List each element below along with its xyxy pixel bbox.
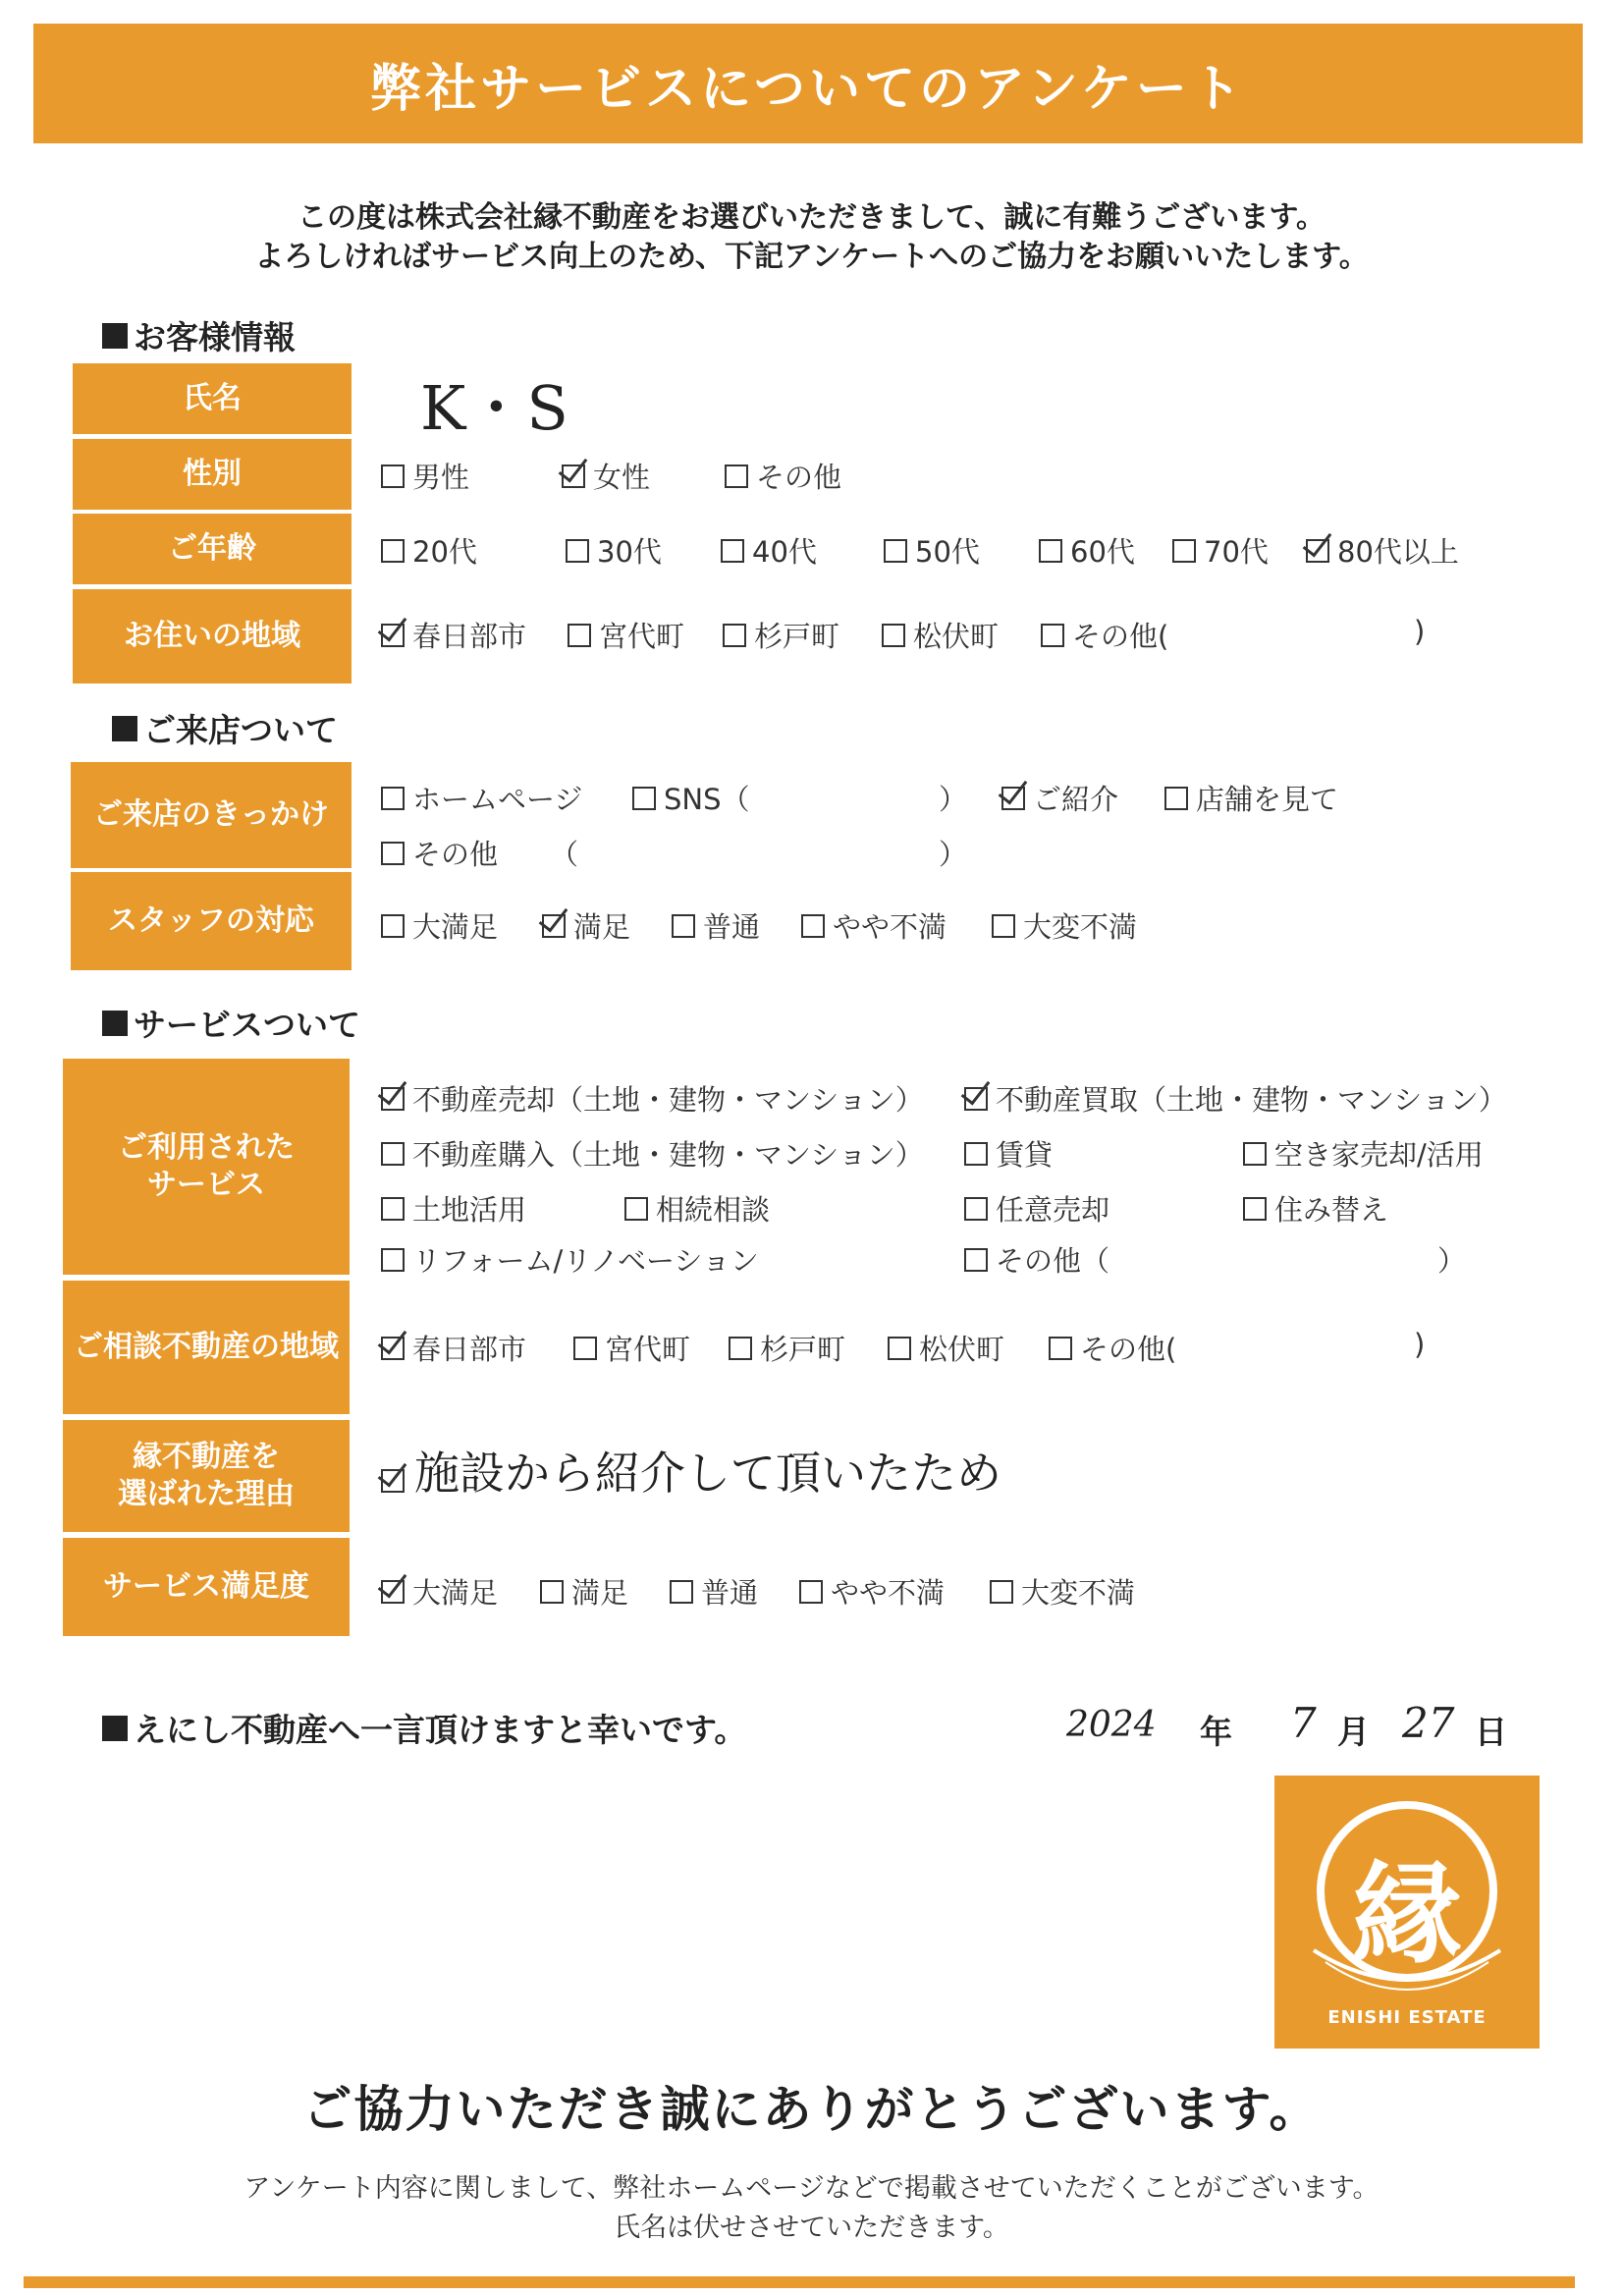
label-reason: 縁不動産を 選ばれた理由 (63, 1420, 350, 1532)
option-label: 不動産売却（土地・建物・マンション） (412, 1083, 924, 1117)
checkbox[interactable] (964, 1087, 988, 1111)
option-item[interactable] (381, 1571, 498, 1612)
label-visit-trigger: ご来店のきっかけ (71, 762, 352, 868)
option-item[interactable] (381, 905, 498, 946)
checkbox[interactable] (964, 1142, 988, 1166)
option-label: 40代 (752, 535, 817, 569)
option-item[interactable] (990, 1571, 1135, 1612)
checkbox[interactable] (723, 624, 746, 647)
checkbox[interactable] (670, 1580, 693, 1604)
option-item[interactable] (888, 1328, 1004, 1368)
footer-bar (24, 2276, 1575, 2288)
region-other-close: ) (1414, 1328, 1426, 1361)
label-used-service: ご利用された サービス (63, 1059, 350, 1275)
page-title: 弊社サービスについてのアンケート (370, 59, 1246, 119)
checkbox[interactable] (381, 1337, 405, 1360)
label-age: ご年齢 (73, 514, 352, 584)
section-marker-icon (112, 716, 137, 741)
option-label: リフォーム/リノベーション (412, 1244, 759, 1278)
trigger-other-close: ） (939, 838, 968, 871)
option-label: 相続相談 (656, 1193, 771, 1227)
option-label: 任意売却 (996, 1193, 1110, 1227)
option-label: その他 (756, 461, 842, 494)
label-area: お住いの地域 (73, 589, 352, 683)
label-name: 氏名 (73, 363, 352, 434)
option-item[interactable] (381, 778, 582, 818)
checkbox[interactable] (632, 787, 656, 810)
thanks-message: ご協力いただき誠にありがとうございます。 (302, 2081, 1321, 2138)
section-marker-icon (102, 1011, 128, 1036)
checkbox[interactable] (729, 1337, 752, 1360)
option-item[interactable] (1049, 1328, 1176, 1368)
option-item[interactable] (723, 615, 839, 655)
option-item[interactable] (566, 530, 662, 571)
option-item[interactable] (1039, 530, 1135, 571)
option-label: その他( (1072, 620, 1169, 653)
checkbox[interactable] (1243, 1197, 1267, 1221)
checkbox[interactable] (1243, 1142, 1267, 1166)
checkbox[interactable] (381, 465, 405, 488)
option-label: ホームページ (412, 783, 583, 816)
checkbox[interactable] (725, 465, 748, 488)
section-customer-title: お客様情報 (134, 318, 296, 356)
checkbox[interactable] (381, 1087, 405, 1111)
checkbox[interactable] (799, 1580, 823, 1604)
option-label: その他（ (996, 1244, 1110, 1278)
option-item[interactable] (624, 1188, 770, 1229)
reason-checkbox-wrap[interactable] (381, 1469, 412, 1493)
date-year-unit: 年 (1200, 1713, 1232, 1751)
checkbox[interactable] (1041, 624, 1064, 647)
option-item[interactable] (721, 530, 817, 571)
option-item[interactable] (1243, 1188, 1388, 1229)
checkbox[interactable] (801, 914, 825, 938)
option-label: 男性 (412, 461, 470, 494)
option-label: 宮代町 (605, 1333, 691, 1366)
option-item[interactable] (729, 1328, 845, 1368)
date-day-value: 27 (1402, 1699, 1455, 1747)
option-label: ご紹介 (1033, 783, 1119, 816)
option-label: 大変不満 (1021, 1576, 1136, 1610)
option-label: 30代 (597, 535, 662, 569)
option-label: 春日部市 (412, 620, 527, 653)
checkbox[interactable] (1001, 787, 1025, 810)
option-label: やや不満 (833, 910, 947, 944)
checkbox[interactable] (381, 539, 405, 563)
option-label: その他( (1080, 1333, 1177, 1366)
option-item[interactable] (964, 1188, 1109, 1229)
option-item[interactable] (1243, 1133, 1484, 1174)
option-label: 宮代町 (599, 620, 685, 653)
comment-title: えにし不動産へ一言頂けますと幸いです。 (134, 1711, 747, 1749)
option-label: 不動産購入（土地・建物・マンション） (412, 1138, 924, 1172)
option-label: 大満足 (412, 910, 499, 944)
checkbox[interactable] (888, 1337, 911, 1360)
option-item[interactable] (882, 615, 999, 655)
option-label: 不動産買取（土地・建物・マンション） (996, 1083, 1507, 1117)
option-item[interactable] (1306, 530, 1459, 571)
checkbox[interactable] (1039, 539, 1062, 563)
option-item[interactable] (799, 1571, 945, 1612)
section-customer (102, 312, 296, 358)
option-item[interactable] (632, 778, 750, 818)
option-label: 50代 (915, 535, 980, 569)
option-label: 杉戸町 (760, 1333, 846, 1366)
option-label: 女性 (593, 461, 651, 494)
intro-line-1: この度は株式会社縁不動産をお選びいただきまして、誠に有難うございます。 (298, 200, 1325, 235)
option-label: 松伏町 (919, 1333, 1005, 1366)
option-item[interactable] (1172, 530, 1269, 571)
checkbox[interactable] (562, 465, 585, 488)
company-logo (1274, 1776, 1540, 2049)
label-gender: 性別 (73, 439, 352, 510)
section-marker-icon (102, 323, 128, 349)
header-banner (33, 24, 1583, 143)
checkbox[interactable] (381, 624, 405, 647)
checkbox[interactable] (964, 1248, 988, 1272)
date-year-value: 2024 (1066, 1705, 1157, 1745)
date-month-unit: 月 (1337, 1713, 1370, 1751)
option-label: やや不満 (831, 1576, 946, 1610)
used-other-close: ） (1437, 1244, 1467, 1278)
option-label: 普通 (701, 1576, 759, 1610)
option-label: 杉戸町 (754, 620, 840, 653)
option-item[interactable] (381, 1328, 526, 1368)
option-label: 満足 (573, 910, 631, 944)
logo-text: ENISHI ESTATE (1327, 2007, 1487, 2028)
option-label: その他 (412, 838, 499, 871)
section-comment (102, 1705, 746, 1751)
checkbox[interactable] (566, 539, 589, 563)
checkbox[interactable] (381, 842, 405, 865)
label-region: ご相談不動産の地域 (63, 1281, 350, 1414)
checkbox[interactable] (381, 1469, 405, 1493)
option-item[interactable] (884, 530, 980, 571)
section-visit (112, 705, 338, 751)
option-item[interactable] (562, 456, 650, 496)
checkbox[interactable] (381, 1197, 405, 1221)
option-item[interactable] (573, 1328, 690, 1368)
checkbox[interactable] (882, 624, 905, 647)
checkbox[interactable] (568, 624, 591, 647)
option-label: 空き家売却/活用 (1274, 1138, 1484, 1172)
checkbox[interactable] (990, 1580, 1013, 1604)
option-item[interactable] (381, 1239, 759, 1280)
label-staff: スタッフの対応 (71, 872, 352, 970)
footer-note-1: アンケート内容に関しまして、弊社ホームページなどで掲載させていただくことがございます。 (243, 2173, 1380, 2204)
option-item[interactable] (381, 530, 477, 571)
date-month-value: 7 (1290, 1699, 1317, 1747)
option-item[interactable] (1001, 778, 1118, 818)
option-label: 満足 (571, 1576, 629, 1610)
intro-line-2: よろしければサービス向上のため、下記アンケートへのご協力をお願いいたします。 (254, 240, 1369, 274)
checkbox[interactable] (381, 787, 405, 810)
option-item[interactable] (381, 456, 469, 496)
option-item[interactable] (568, 615, 684, 655)
option-item[interactable] (381, 615, 526, 655)
option-label: 松伏町 (913, 620, 1000, 653)
checkbox[interactable] (672, 914, 695, 938)
option-item[interactable] (725, 456, 841, 496)
option-item[interactable] (672, 905, 760, 946)
checkbox[interactable] (992, 914, 1015, 938)
option-item[interactable] (964, 1239, 1109, 1280)
checkbox[interactable] (381, 1248, 405, 1272)
option-item[interactable] (381, 1133, 924, 1174)
checkbox[interactable] (884, 539, 907, 563)
reason-value: 施設から紹介して頂いたため (414, 1447, 1001, 1500)
option-label: 賃貸 (996, 1138, 1054, 1172)
option-label: 大変不満 (1023, 910, 1138, 944)
option-label: SNS（ (664, 783, 750, 816)
checkbox[interactable] (381, 914, 405, 938)
option-label: 普通 (703, 910, 761, 944)
checkbox[interactable] (1306, 539, 1329, 563)
option-label: 80代以上 (1337, 535, 1459, 569)
checkbox[interactable] (542, 914, 566, 938)
checkbox[interactable] (1049, 1337, 1072, 1360)
option-label: 70代 (1204, 535, 1269, 569)
checkbox[interactable] (1164, 787, 1188, 810)
section-marker-icon (102, 1716, 128, 1741)
logo-glyph: 縁 (1352, 1851, 1462, 1979)
option-item[interactable] (992, 905, 1137, 946)
checkbox[interactable] (573, 1337, 597, 1360)
footer-note-2: 氏名は伏せさせていただきます。 (614, 2213, 1009, 2243)
checkbox[interactable] (721, 539, 744, 563)
trigger-other-open: （ (550, 838, 579, 871)
section-visit-title: ご来店ついて (143, 711, 338, 749)
label-satisfaction: サービス満足度 (63, 1538, 350, 1636)
option-item[interactable] (670, 1571, 758, 1612)
area-other-close: ) (1414, 615, 1426, 648)
checkbox[interactable] (1172, 539, 1196, 563)
option-label: 春日部市 (412, 1333, 527, 1366)
checkbox[interactable] (624, 1197, 648, 1221)
option-trigger-other[interactable] (381, 833, 498, 873)
section-service (102, 1000, 360, 1046)
date-day-unit: 日 (1475, 1713, 1507, 1751)
checkbox[interactable] (381, 1580, 405, 1604)
name-value: K・S (420, 372, 568, 444)
option-label: 大満足 (412, 1576, 499, 1610)
option-item[interactable] (1041, 615, 1168, 655)
option-label: 住み替え (1274, 1193, 1389, 1227)
option-item[interactable] (381, 1188, 526, 1229)
checkbox[interactable] (540, 1580, 564, 1604)
option-item[interactable] (801, 905, 947, 946)
sns-close: ） (939, 783, 968, 816)
option-item[interactable] (540, 1571, 628, 1612)
option-label: 土地活用 (412, 1193, 527, 1227)
option-item[interactable] (964, 1078, 1507, 1119)
option-label: 20代 (412, 535, 477, 569)
option-item[interactable] (542, 905, 630, 946)
option-label: 60代 (1070, 535, 1135, 569)
section-service-title: サービスついて (134, 1006, 360, 1044)
option-item[interactable] (381, 1078, 924, 1119)
option-item[interactable] (1164, 778, 1338, 818)
option-label: 店舗を見て (1196, 783, 1339, 816)
option-item[interactable] (964, 1133, 1053, 1174)
checkbox[interactable] (381, 1142, 405, 1166)
checkbox[interactable] (964, 1197, 988, 1221)
